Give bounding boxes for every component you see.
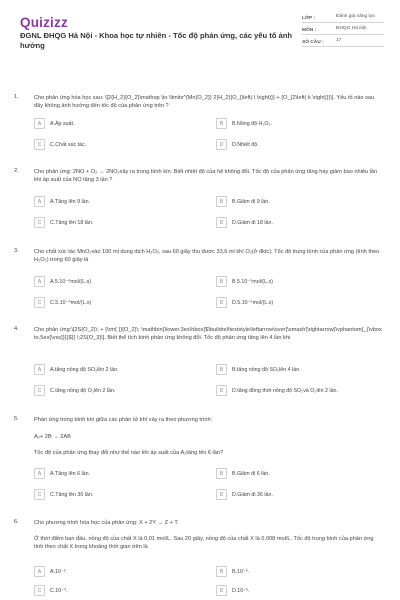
option-b[interactable] [216,276,376,287]
option-text: A.Tăng lên 6 lần. [50,470,91,477]
option-letter-box: D [216,489,227,500]
option-text: C.tăng nồng độ O₂lên 2 lần. [50,387,116,394]
worksheet-header [0,0,400,72]
question-number: 3. [14,248,19,254]
option-letter-box: A [34,118,45,129]
option-c[interactable] [34,297,194,308]
option-text: C.5.10⁻⁴mol/(L.s) [50,299,92,306]
option-b[interactable] [216,566,376,577]
option-letter-box: A [34,468,45,479]
option-letter-box: A [34,276,45,287]
option-letter-box: A [34,196,45,207]
meta-row-count [302,38,384,47]
worksheet-title: ĐGNL ĐHQG Hà Nội - Khoa học tự nhiên - Tốc độ phản ứng, các yếu tố ảnh hưởng [20,31,293,50]
option-letter-box: B [216,566,227,577]
option-d[interactable] [216,139,376,150]
option-b[interactable] [216,468,376,479]
option-letter-box: D [216,385,227,396]
option-a[interactable] [34,468,194,479]
option-text: D.Giảm đi 18 lần. [232,219,273,226]
option-letter-box: B [216,364,227,375]
meta-row-class [302,14,384,23]
option-text: D.Nhiệt độ. [232,141,259,148]
option-letter-box: D [216,585,227,596]
option-d[interactable] [216,585,376,596]
question-text: Cho phản ứng: 2NO + O₂ → 2NO₂xảy ra trong bình kín. Biết nhiệt độ của hệ không đổi. Tốc độ của phản ứng tăng hay giảm bao nhiêu lần khi áp suất của NO tăng 3 lần ? [34,169,378,183]
question-number: 1. [14,94,19,100]
worksheet-meta [302,14,384,50]
option-a[interactable] [34,276,194,287]
meta-row-subject [302,26,384,35]
option-text: A.Áp suất. [50,120,75,127]
option-letter-box: D [216,297,227,308]
question-text: Cho chất xúc tác MnO₂vào 100 ml dung dịch H₂O₂, sau 60 giây thu được 33,6 ml khí O₂(ở đktc). Tốc độ trung bình của phản ứng (tính theo H₂O₂) trong 60 giây là [34,249,380,263]
option-b[interactable] [216,196,376,207]
meta-value: 17 [336,38,342,43]
question-number: 5. [14,416,19,422]
option-c[interactable] [34,385,194,396]
option-text: D.tăng đồng thời nồng độ SO₂và O₂lên 2 lần. [232,387,338,394]
option-b[interactable] [216,364,376,375]
question-number: 4. [14,326,19,332]
question-number: 6. [14,519,19,525]
option-c[interactable] [34,489,194,500]
option-text: C.10⁻⁴. [50,587,68,594]
question-text: Cho phản ứng:\[2S{O_2}\; + {\rm{ }}{O_2}\; \mathbin{\lower.3ex\hbox{$\buildrel\textstyle\leftarrow\over{\smash{\rightarrow}\vphantom{_{\vbox to.5ex{\vss}}}}$}} \;2S{O_3}\]. Biết thể tích bình phản ứng không đổi. Tốc độ phản ứng tăng lên 4 lần khi [34,327,382,341]
option-d[interactable] [216,489,376,500]
option-d[interactable] [216,297,376,308]
option-text: D.5.10⁻⁵mol/(L.s) [232,299,274,306]
question-text: Cho phản ứng hóa học sau: \[2{H_2}{O_2}\mathop \to \limits^{Mn{O_2}} 2{H_2}{O_{\left( l \right)}} + {O_{2\left( k \right)}}\]. Yếu tố nào sau đây không ảnh hưởng đến tốc độ của phản ứng trên ? [34,95,375,109]
option-text: C.Tăng lên 18 lần. [50,219,94,226]
question-subtext: Ở thời điểm ban đầu, nồng độ của chất X là 0,01 mol/L. Sau 20 giây, nồng độ của chất X là 0,008 mol/L. Tốc độ trung bình của phản ứng tính theo chất X trong khoảng thời gian trên là [34,536,374,550]
option-text: B.5.10⁻⁵mol/(L.s) [232,278,273,285]
option-letter-box: A [34,364,45,375]
option-text: C.Chất xúc tác. [50,141,87,148]
option-a[interactable] [34,566,194,577]
question-subtext: Tốc độ của phản ứng thay đổi như thế nào khi áp suất của A₂tăng lên 6 lần? [34,450,224,456]
option-letter-box: D [216,139,227,150]
option-c[interactable] [34,217,194,228]
option-a[interactable] [34,196,194,207]
meta-value: ĐHQG Hà Nội [336,26,367,31]
option-letter-box: C [34,489,45,500]
option-letter-box: B [216,118,227,129]
option-b[interactable] [216,118,376,129]
option-text: A.5.10⁻⁴mol/(L.s) [50,278,91,285]
option-text: B.Nồng độ H₂O₂. [232,120,273,127]
option-c[interactable] [34,585,194,596]
option-text: A.tăng nồng độ SO₂lên 2 lần. [50,366,119,373]
option-text: B.Giảm đi 9 lần. [232,198,270,205]
meta-label: SỐ CÂU : [302,40,324,45]
meta-value: Đánh giá năng lực [336,14,376,19]
option-letter-box: A [34,566,45,577]
option-text: B.10⁻³. [232,568,249,575]
meta-label: LỚP : [302,16,316,21]
option-text: D.10⁻⁵. [232,587,250,594]
option-text: A.Tăng lên 9 lần. [50,198,91,205]
option-a[interactable] [34,118,194,129]
question-text: Cho phương trình hóa học của phản ứng: X + 2Y → Z + T. [34,520,179,526]
option-text: B.Giảm đi 6 lần. [232,470,270,477]
option-letter-box: C [34,297,45,308]
quizizz-logo: Quizizz [20,15,68,30]
option-letter-box: D [216,217,227,228]
option-a[interactable] [34,364,194,375]
meta-label: MÔN : [302,28,317,33]
option-letter-box: C [34,385,45,396]
option-text: D.Giảm đi 36 lần. [232,491,273,498]
option-d[interactable] [216,385,376,396]
option-text: C.Tăng lên 36 lần. [50,491,94,498]
question-number: 2. [14,168,19,174]
option-c[interactable] [34,139,194,150]
option-text: A.10⁻². [50,568,67,575]
question-equation: A₂+ 2B → 2AB [34,434,71,440]
option-letter-box: B [216,196,227,207]
question-text: Phản ứng trong bình kín giữa các phân tử khí xảy ra theo phương trình: [34,417,213,423]
option-text: B.tăng nồng độ SO₂lên 4 lần. [232,366,301,373]
option-letter-box: B [216,468,227,479]
option-letter-box: C [34,585,45,596]
option-d[interactable] [216,217,376,228]
option-letter-box: C [34,217,45,228]
option-letter-box: B [216,276,227,287]
option-letter-box: C [34,139,45,150]
